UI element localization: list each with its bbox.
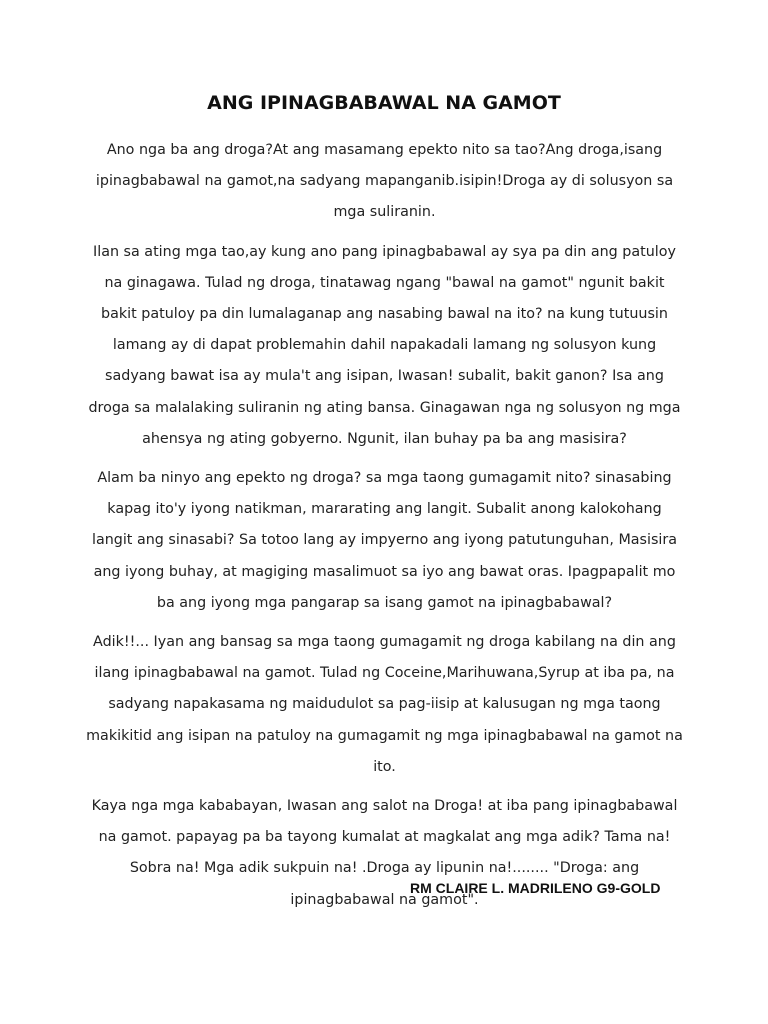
paragraph-5: Kaya nga mga kababayan, Iwasan ang salot na Droga! at iba pang ipinagbabawal na gamot. papayag pa ba tayong kumalat at magkalat ang mga adik? Tama na! Sobra na! Mga adik sukpuin na! .Droga ay lipunin na!........ "Droga: ang ipinagbabawal na gamot". <box>91 798 678 908</box>
essay-body <box>86 135 683 924</box>
paragraph-3: Alam ba ninyo ang epekto ng droga? sa mga taong gumagamit nito? sinasabing kapag ito'y iyong natikman, mararating ang langit. Subalit anong kalokohang langit ang sinasabi? Sa totoo lang ay impyerno ang iyong patutunguhan, Masisira ang iyong buhay, at magiging masalimuot sa iyo ang bawat oras. Ipagpapalit mo ba ang iyong mga pangarap sa isang gamot na ipinagbabawal? <box>91 470 678 611</box>
page-title: ANG IPINAGBABAWAL NA GAMOT <box>207 92 561 114</box>
paragraph-4: Adik!!... Iyan ang bansag sa mga taong gumagamit ng droga kabilang na din ang ilang ipinagbabawal na gamot. Tulad ng Coceine,Marihuwana,Syrup at iba pa, na sadyang napakasama ng maidudulot sa pag-iisip at kalusugan ng mga taong makikitid ang isipan na patuloy na gumagamit ng mga ipinagbabawal na gamot na ito. <box>86 634 683 775</box>
paragraph-1: Ano nga ba ang droga?At ang masamang epekto nito sa tao?Ang droga,isang ipinagbabawal na gamot,na sadyang mapanganib.isipin!Droga ay di solusyon sa mga suliranin. <box>95 142 674 221</box>
author-line: RM CLAIRE L. MADRILENO G9-GOLD <box>410 880 661 896</box>
paragraph-2: Ilan sa ating mga tao,ay kung ano pang ipinagbabawal ay sya pa din ang patuloy na ginagawa. Tulad ng droga, tinatawag ngang "bawal na gamot" ngunit bakit bakit patuloy pa din lumalaganap ang nasabing bawal na ito? na kung tutuusin lamang ay di dapat problemahin dahil napakadali lamang ng solusyon kung sadyang bawat isa ay mula't ang isipan, Iwasan! subalit, bakit ganon? Isa ang droga sa malalaking suliranin ng ating bansa. Ginagawan nga ng solusyon ng mga ahensya ng ating gobyerno. Ngunit, ilan buhay pa ba ang masisira? <box>88 243 681 447</box>
